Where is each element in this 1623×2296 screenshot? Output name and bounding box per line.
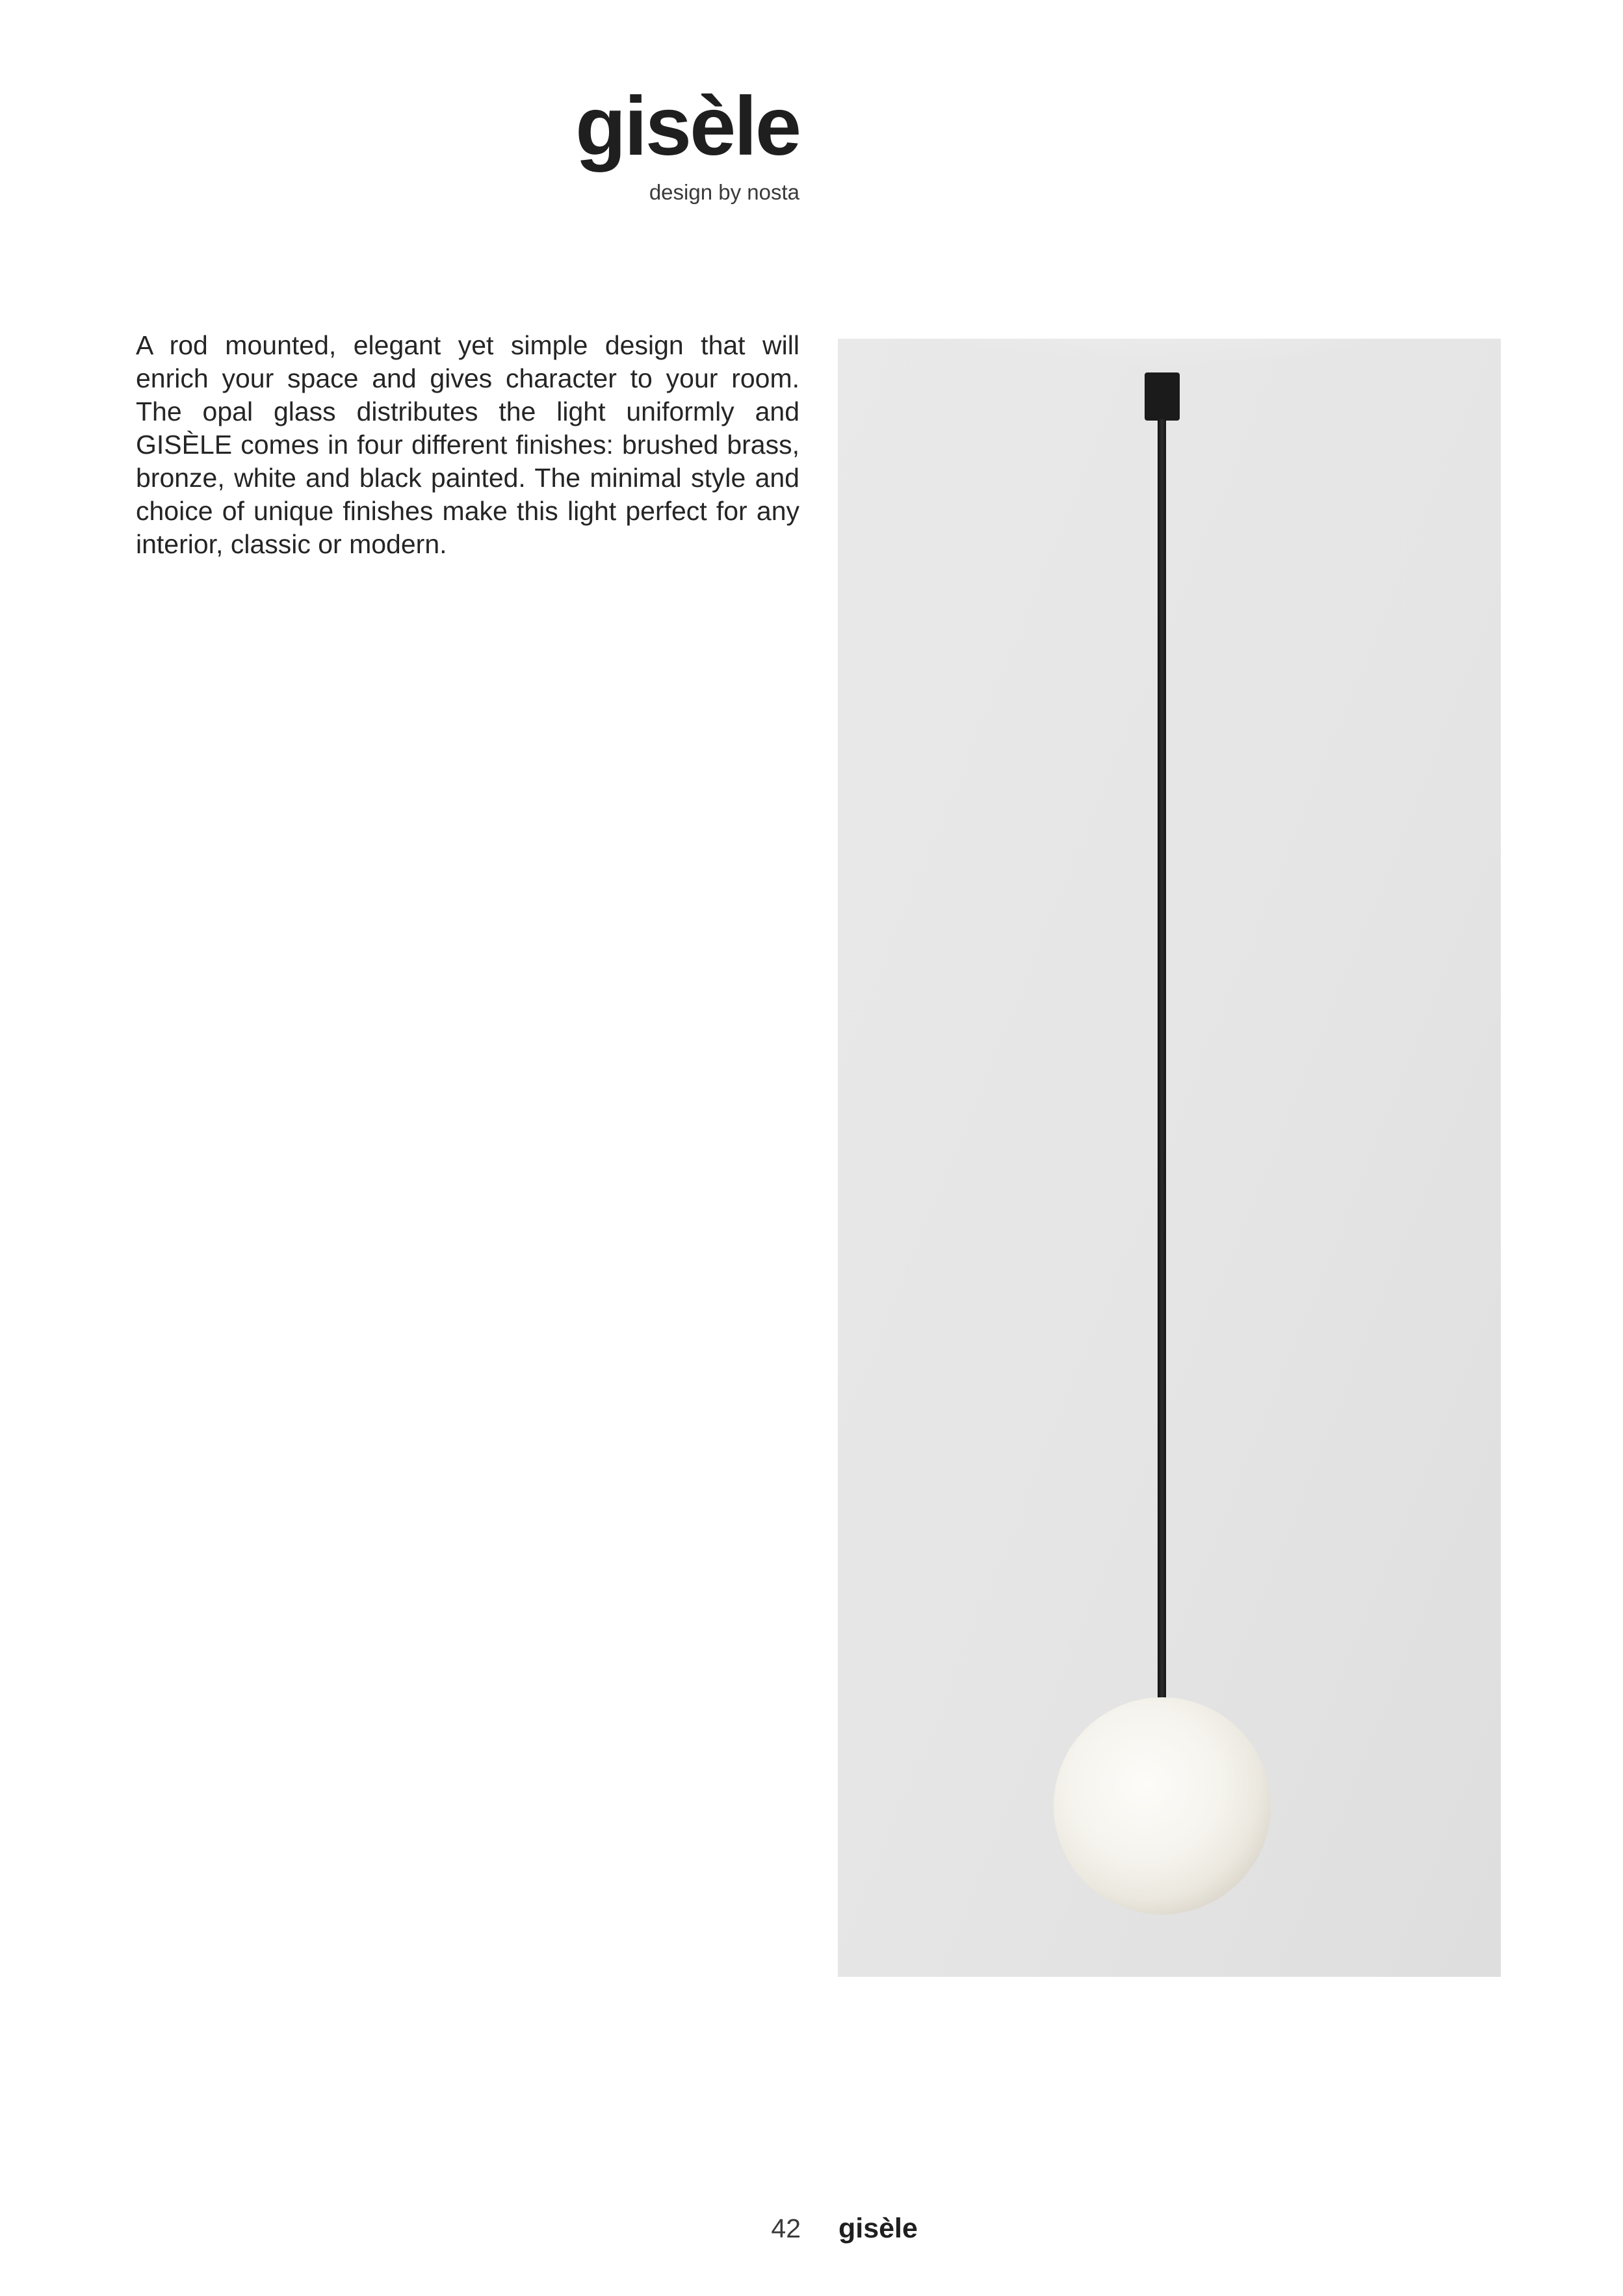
ceiling-canopy <box>1145 372 1180 421</box>
suspension-rod <box>1158 419 1166 1703</box>
designer-credit: design by nosta <box>649 180 799 204</box>
product-photo <box>838 339 1501 1977</box>
product-description: A rod mounted, elegant yet simple design that will enrich your space and gives character to your room. The opal glass distributes the light uniformly and GISÈLE comes in four different finishes: brushed brass, bronze, white and black painted. The minimal style and choice of unique finishes make this light perfect for any interior, classic or modern. <box>136 330 799 559</box>
page-number: 42 <box>771 2213 801 2243</box>
opal-glass-globe <box>1054 1697 1271 1914</box>
pendant-lamp-icon <box>838 339 1501 1977</box>
product-title: gisèle <box>575 80 799 173</box>
footer-title: gisèle <box>838 2213 918 2244</box>
page-footer <box>0 2209 1623 2248</box>
page-header <box>455 78 799 205</box>
